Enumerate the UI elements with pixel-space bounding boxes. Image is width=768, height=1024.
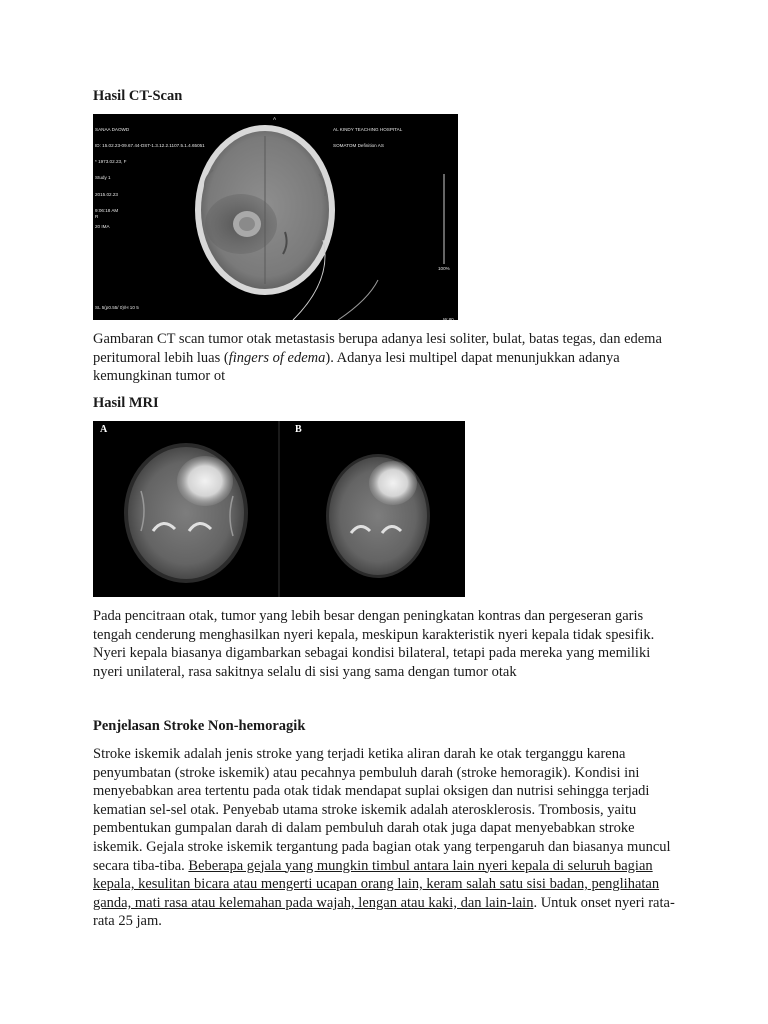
ct-overlay-bottom-right: W 80 bbox=[443, 316, 454, 320]
ct-caption-italic: fingers of edema bbox=[228, 349, 326, 366]
ct-overlay-anterior-marker: A bbox=[273, 116, 277, 121]
mri-caption: Pada pencitraan otak, tumor yang lebih besar dengan peningkatan kontras dan pergeseran garis tengah cenderung menghasilkan nyeri kepala, meskipun karakteristik nyeri kepala tidak spesifik. Nyeri kepala biasanya digambarkan sebagai kondisi bilateral, tetapi pada mereka yang memiliki nyeri unilateral, rasa sakitnya selalu di sisi yang sama dengan tumor otak bbox=[93, 608, 655, 680]
mri-panel-a-label: A bbox=[100, 424, 108, 435]
ct-scan-image bbox=[93, 114, 458, 320]
mri-panel-b-label: B bbox=[295, 424, 302, 435]
ct-caption: Gambaran CT scan tumor otak metastasis berupa adanya lesi soliter, bulat, batas tegas, dan edema peritumoral lebih luas (fingers of edema). Adanya lesi multipel dapat menunjukkan adanya kemungkinan tumor ot bbox=[93, 331, 662, 385]
mri-image bbox=[93, 421, 465, 597]
ct-overlay-top-left: SANAA DAOWD ID: 15.02.23-09.67.44-DST-1.3.12.2.1107.5.1.4.65051 * 1973.02.23, F Study 1 2015.02.23 9:06:18 AM 20 IMA bbox=[95, 126, 205, 230]
stroke-heading: Penjelasan Stroke Non-hemoragik bbox=[93, 718, 306, 734]
ct-heading: Hasil CT-Scan bbox=[93, 88, 183, 104]
ct-overlay-scale: 100% bbox=[438, 266, 450, 271]
ct-overlay-bottom-left: SL 5(p0.55/ 0)/H 10 5 bbox=[95, 304, 139, 310]
mri-heading: Hasil MRI bbox=[93, 395, 159, 411]
mri-brain-illustration bbox=[93, 421, 465, 597]
stroke-paragraph: Stroke iskemik adalah jenis stroke yang terjadi ketika aliran darah ke otak terganggu karena penyumbatan (stroke iskemik) atau pecahnya pembuluh darah (stroke hemoragik). Kondisi ini menyebabkan area tertentu pada otak tidak mendapat suplai oksigen dan nutrisi sehingga terjadi kematian sel-sel otak. Penyebab utama stroke iskemik adalah aterosklerosis. Trombosis, yaitu pembentukan gumpalan darah di dalam pembuluh darah otak juga dapat menyebabkan stroke iskemik. Gejala stroke iskemik tergantung pada bagian otak yang terpengaruh dan biasanya muncul secara tiba-tiba. Beberapa gejala yang mungkin timbul antara lain nyeri kepala di seluruh bagian kepala, kesulitan bicara atau mengerti ucapan orang lain, keram salah satu sisi badan, penglihatan ganda, mati rasa atau kelemahan pada wajah, lengan atau kaki, dan lain-lain. Untuk onset nyeri rata-rata 25 jam. bbox=[93, 746, 675, 930]
ct-overlay-right-marker: R bbox=[95, 214, 99, 219]
ct-overlay-top-right: AL KINDY TEACHING HOSPITAL SOMATOM Definition AS bbox=[333, 126, 403, 149]
stroke-symptoms-underlined: Beberapa gejala yang mungkin timbul antara lain nyeri kepala di seluruh bagian kepala, kesulitan bicara atau mengerti ucapan orang lain, keram salah satu sisi badan, penglihatan ganda, mati rasa atau kelemahan pada wajah, lengan atau kaki, dan lain-lain bbox=[93, 857, 660, 911]
